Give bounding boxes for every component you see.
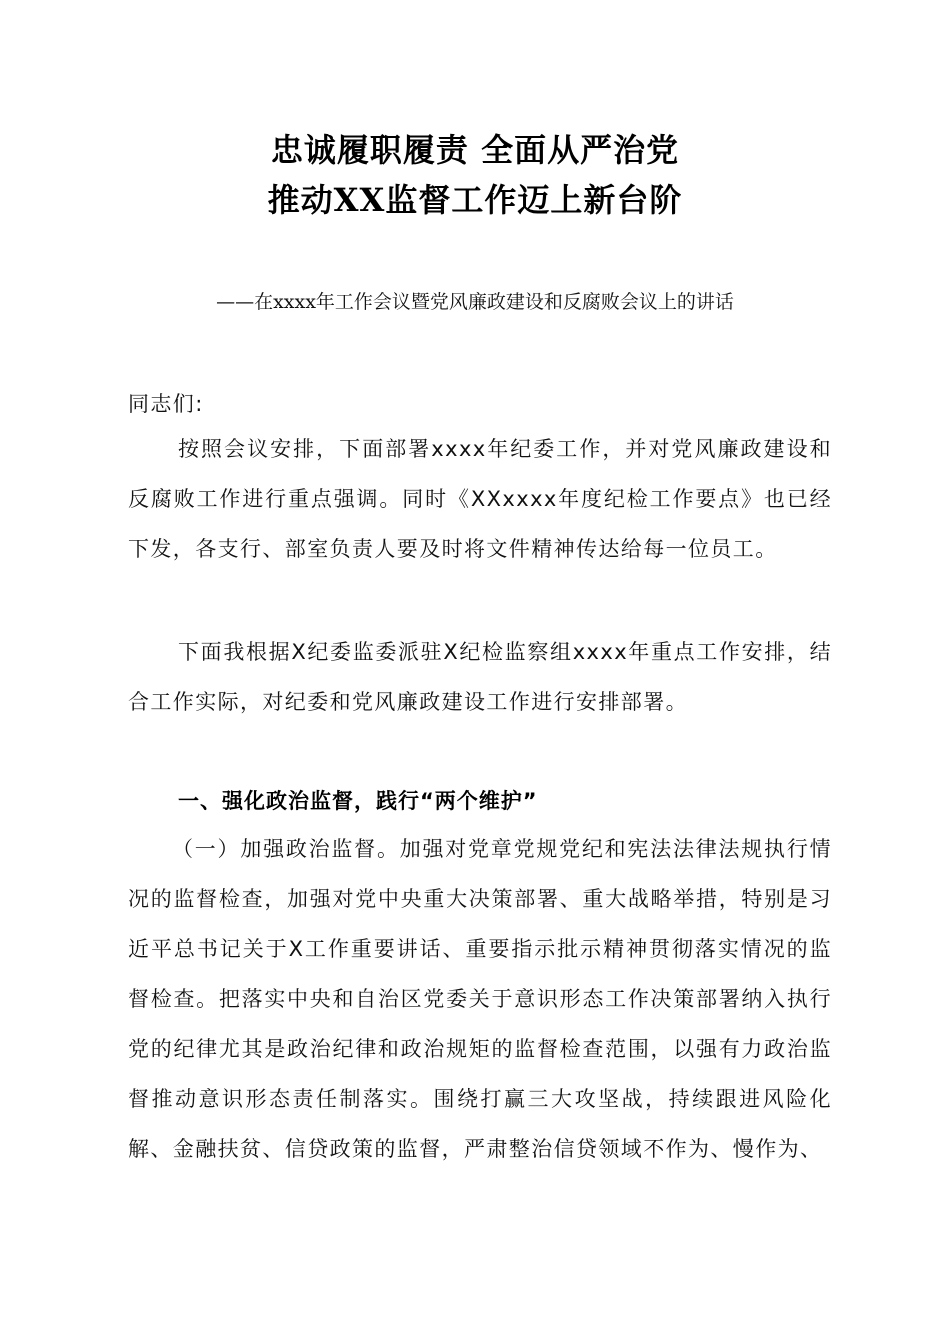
document-title-line-2: 推动XX监督工作迈上新台阶 — [267, 181, 683, 219]
section-heading-1: 一、强化政治监督，践行“两个维护” — [178, 789, 538, 813]
document-subtitle: ——在xxxx年工作会议暨党风廉政建设和反腐败会议上的讲话 — [216, 291, 734, 313]
paragraph-work-deployment: 下面我根据X纪委监委派驻X纪检监察组xxxx年重点工作安排，结合工作实际，对纪委和党风廉政建设工作进行安排部署。 — [128, 640, 832, 714]
paragraph-meeting-arrangement: 按照会议安排，下面部署xxxx年纪委工作，并对党风廉政建设和反腐败工作进行重点强调。同时《XXxxxx年度纪检工作要点》也已经下发，各支行、部室负责人要及时将文件精神传达给每一位员工。 — [128, 437, 832, 561]
paragraph-political-supervision: （一）加强政治监督。加强对党章党规党纪和宪法法律法规执行情况的监督检查，加强对党中央重大决策部署、重大战略举措，特别是习近平总书记关于X工作重要讲话、重要指示批示精神贯彻落实情况的监督检查。把落实中央和自治区党委关于意识形态工作决策部署纳入执行党的纪律尤其是政治纪律和政治规矩的监督检查范围，以强有力政治监督推动意识形态责任制落实。围绕打赢三大攻坚战，持续跟进风险化解、金融扶贫、信贷政策的监督，严肃整治信贷领域不作为、慢作为、 — [128, 837, 832, 1161]
document-title-line-1: 忠诚履职履责 全面从严治党 — [270, 131, 680, 169]
greeting: 同志们: — [128, 392, 204, 416]
